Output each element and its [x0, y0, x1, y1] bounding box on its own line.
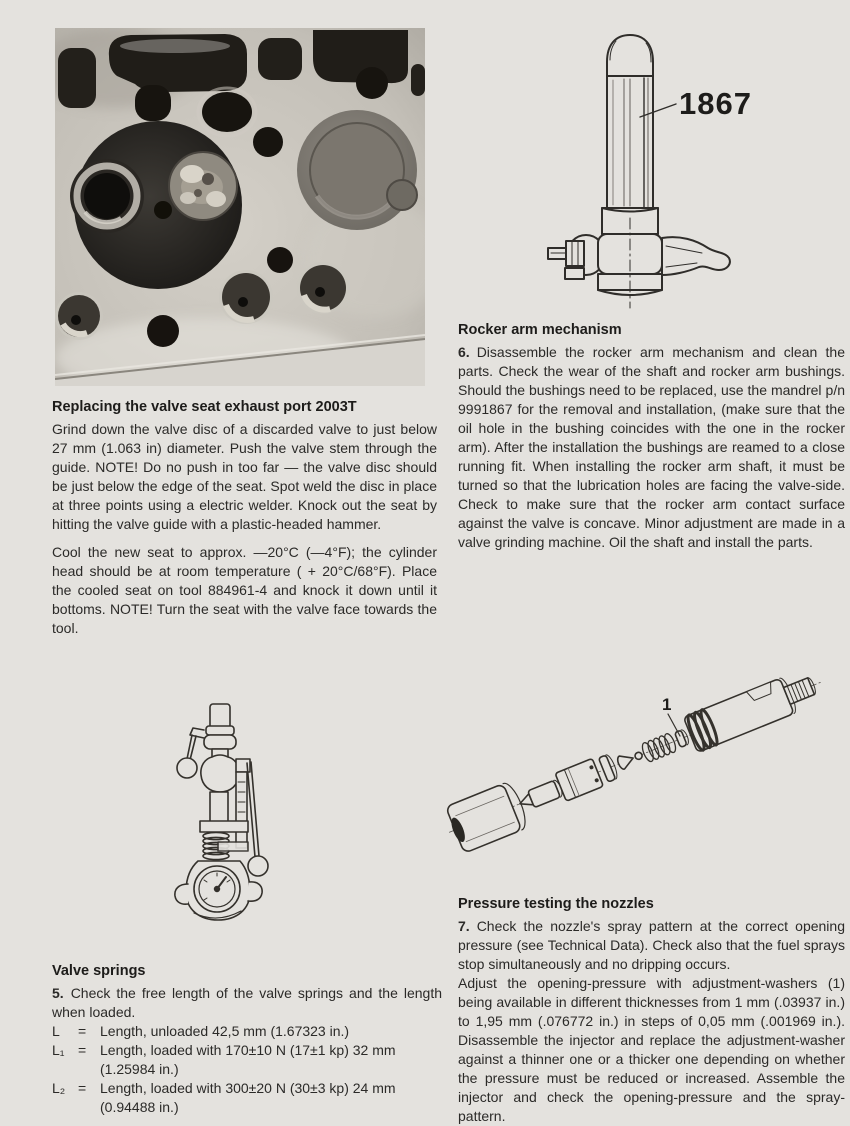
rocker-arm-paragraph [458, 343, 845, 552]
spring-spec-equals: = [78, 1023, 87, 1039]
pressure-testing-paragraph-2: Adjust the opening-pressure with adjustment-washers (1) being available in different thicknesses from 1 mm (.03937 in.) to 1,95 mm (.076772 in.) in steps of 0,05 mm (.001969 in.). Disassemble the injector and replace the adjustment-washer against a thinner one or a thicker one depending on whether the pressure must be reduced or increased. Assemble the injector and check the opening-pressure and the spray-pattern. [458, 975, 845, 1124]
valve-seat-section [52, 398, 437, 638]
pressure-testing-section [458, 895, 845, 1126]
valve-springs-step-number: 5. [52, 985, 64, 1001]
valve-springs-section [52, 962, 442, 1117]
spring-spec-value [100, 1022, 442, 1041]
spring-spec-symbol: L₂ [52, 1080, 66, 1096]
pressure-testing-paragraph-1 [458, 917, 845, 974]
spring-spec-row [52, 1022, 442, 1041]
valve-springs-heading: Valve springs [52, 963, 146, 979]
spring-spec-symbol: L₁ [52, 1042, 65, 1058]
spring-spec-equals: = [78, 1042, 87, 1058]
spring-spec-line2: (1.25984 in.) [100, 1061, 179, 1077]
valve-springs-intro-text: Check the free length of the valve springs and the length when loaded. [52, 985, 442, 1020]
spring-spec-row [52, 1079, 442, 1117]
valve-spring-tester-figure [160, 660, 380, 960]
spring-spec-line1: Length, loaded with 300±20 N (30±3 kp) 24 mm [100, 1080, 396, 1096]
pressure-testing-body-1: Check the nozzle's spray pattern at the correct opening pressure (see Technical Data). Check also that the fuel sprays stop simultaneously and no dripping occurs. [458, 918, 845, 972]
spring-spec-line2: (0.94488 in.) [100, 1099, 179, 1115]
valve-seat-paragraph-2: Cool the new seat to approx. —20°C (—4°F); the cylinder head should be at room temperature ( + 20°C/68°F). Place the cooled seat on tool 884961-4 and knock it down until it bottoms. NOTE! Turn the seat with the valve face towards the tool. [52, 544, 437, 636]
spring-spec-value [100, 1079, 442, 1117]
spring-spec-value [100, 1041, 442, 1079]
spring-spec-equals: = [78, 1080, 87, 1096]
injector-exploded-figure [440, 650, 850, 890]
valve-springs-intro [52, 984, 442, 1022]
mandrel-1867-figure [520, 22, 850, 312]
rocker-arm-heading: Rocker arm mechanism [458, 322, 622, 338]
rocker-arm-body: Disassemble the rocker arm mechanism and clean the parts. Check the wear of the shaft and rocker arm bushings. Should the bushings need to be replaced, use the mandrel p/n 9991867 for the removal and installation, (make sure that the oil hole in the bushing coincides with the one in the rocker arm). After the installation the bushings are reamed to a close running fit. When installing the rocker arm shaft, it must be turned so that the lubrication holes are facing the valve-side. Check to make sure that the rocker arm contact surface against the valve is concave. Minor adjustment are made in a valve grinding machine. Oil the shaft and install the parts. [458, 344, 845, 550]
rocker-arm-section [458, 321, 845, 552]
valve-seat-heading: Replacing the valve seat exhaust port 2003T [52, 399, 357, 415]
pressure-testing-heading: Pressure testing the nozzles [458, 896, 654, 912]
mandrel-part-number-label: 1867 [679, 86, 752, 121]
spring-spec-row [52, 1041, 442, 1079]
rocker-arm-step-number: 6. [458, 344, 470, 360]
injector-washer-number-label: 1 [662, 695, 672, 714]
cylinder-head-photo [55, 28, 425, 386]
spring-spec-line1: Length, unloaded 42,5 mm (1.67323 in.) [100, 1023, 350, 1039]
valve-seat-paragraph-1: Grind down the valve disc of a discarded valve to just below 27 mm (1.063 in) diameter. Push the valve stem through the guide. NOTE! Do no push in too far — the valve disc should be just below the edge of the seat. Spot weld the disc in place at three points using a electric welder. Knock out the seat by hitting the valve guide with a plastic-headed hammer. [52, 421, 437, 532]
pressure-testing-step-number: 7. [458, 918, 470, 934]
spring-spec-symbol: L [52, 1023, 60, 1039]
spring-spec-line1: Length, loaded with 170±10 N (17±1 kp) 32 mm [100, 1042, 396, 1058]
